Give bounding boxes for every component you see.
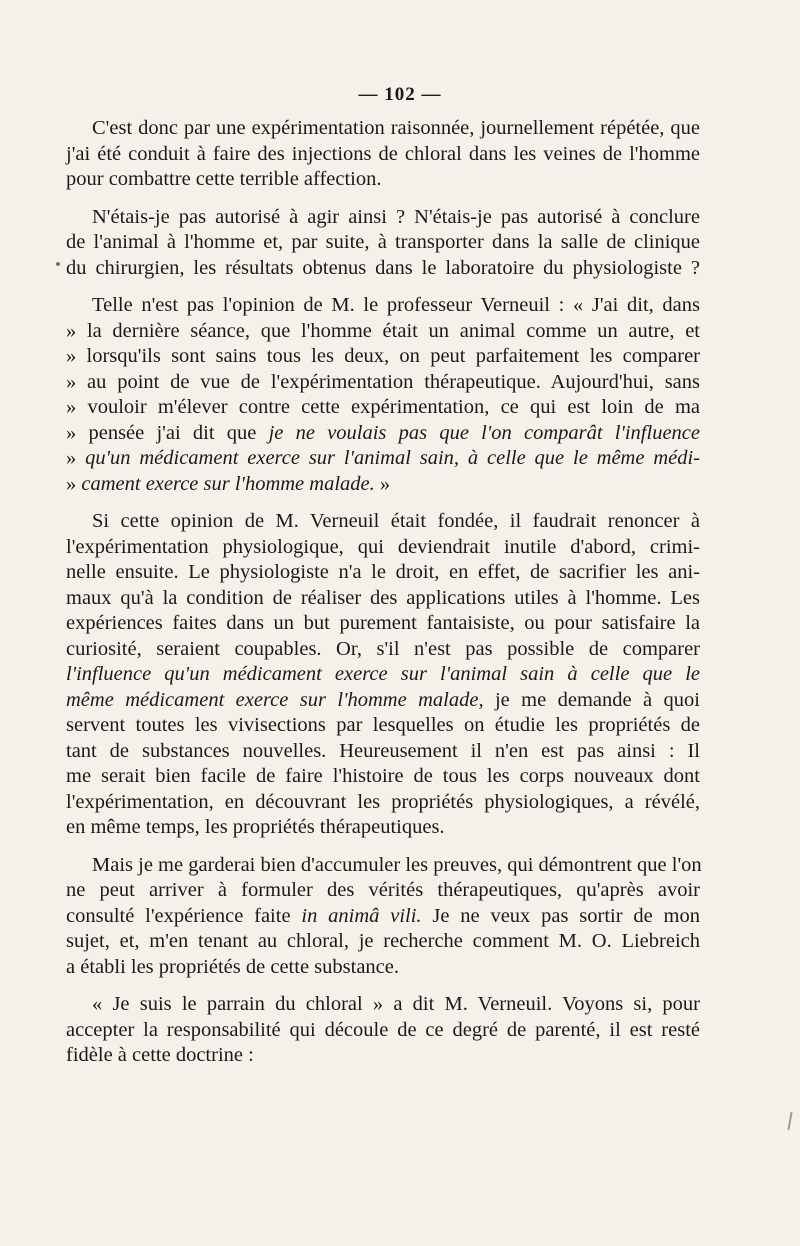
closing-quote: » [374,472,391,495]
text-line: j'ai été conduit à faire des injections de chloral dans les veines de l'homme [66,142,700,165]
text-line-mixed [66,688,700,714]
text-line: de l'animal à l'homme et, par suite, à transporter dans la salle de clinique [66,231,700,253]
text-line: N'étais-je pas autorisé à agir ainsi ? N'étais-je pas autorisé à conclure [92,205,700,228]
text-line: fidèle à cette doctrine : [66,1044,254,1066]
edge-speck [787,1112,792,1130]
italic-segment: qu'un médicament exerce sur l'animal sain, à celle que le même médi- [85,447,700,469]
text-line: ne peut arriver à formuler des vérités thérapeutiques, qu'après avoir [66,879,700,901]
page-number: — 102 — [358,84,442,105]
paragraph-6 [66,992,700,1069]
quote-mark: » [66,447,86,469]
text-line: C'est donc par une expérimentation raisonnée, journellement répétée, que [92,117,700,139]
text-line: maux qu'à la condition de réaliser des applications utiles à l'homme. Les [66,586,700,609]
paragraph-5 [66,853,700,981]
italic-segment: cament exerce sur l'homme malade. [81,472,375,495]
text-line: pour combattre cette terrible affection. [66,168,382,190]
text-line-mixed [66,472,700,498]
text-line: l'expérimentation physiologique, qui deviendrait inutile d'abord, crimi- [66,535,700,558]
text-line: » vouloir m'élever contre cette expérimentation, ce qui est loin de ma [66,396,700,418]
quote-mark: » [66,472,82,495]
italic-segment: même médicament exerce sur l'homme malade, [66,688,484,711]
text-line: l'expérimentation, en découvrant les propriétés physiologiques, a révélé, [66,790,700,813]
text-line: nelle ensuite. Le physiologiste n'a le droit, en effet, de sacrifier les ani- [66,561,700,583]
text-line: » la dernière séance, que l'homme était un animal comme un autre, et [66,319,700,342]
paragraph-3-quotation [66,293,700,497]
text-segment: je me demande à quoi [483,688,700,711]
text-line: me serait bien facile de faire l'histoire de tous les corps nouveaux dont [66,765,700,787]
paragraph-2 [66,205,700,282]
text-line: en même temps, les propriétés thérapeutiques. [66,816,445,838]
text-line: servent toutes les vivisections par lesquelles on étudie les propriétés de [66,714,700,736]
paragraph-4 [66,509,700,841]
text-line: du chirurgien, les résultats obtenus dans le laboratoire du physiologiste ? [66,256,700,279]
text-line: accepter la responsabilité qui découle de ce degré de parenté, il est resté [66,1018,700,1041]
text-line: Telle n'est pas l'opinion de M. le professeur Verneuil : « J'ai dit, dans [92,294,700,316]
text-line: a établi les propriétés de cette substance. [66,955,399,978]
margin-speck [56,262,60,266]
text-segment: » pensée j'ai dit que [66,421,269,444]
text-line: curiosité, seraient coupables. Or, s'il n'est pas possible de comparer [66,637,700,660]
text-segment: Je ne veux pas sortir de mon [421,904,701,927]
paragraph-1 [66,116,700,193]
text-line: expériences faites dans un but purement fantaisiste, ou pour satisfaire la [66,612,700,634]
text-line: » lorsqu'ils sont sains tous les deux, on peut parfaitement les comparer [66,345,700,367]
text-line: « Je suis le parrain du chloral » a dit M. Verneuil. Voyons si, pour [92,993,700,1015]
text-segment: consulté l'expérience faite [66,904,302,927]
text-line-mixed [66,904,700,930]
text-line: sujet, et, m'en tenant au chloral, je recherche comment M. O. Liebreich [66,930,700,952]
text-line-mixed [66,421,700,447]
body-text [66,116,700,1081]
italic-line: l'influence qu'un médicament exerce sur l'animal sain à celle que le [66,663,700,685]
italic-segment: je ne voulais pas que l'on comparât l'influence [268,421,700,444]
text-line: » au point de vue de l'expérimentation thérapeutique. Aujourd'hui, sans [66,370,700,393]
text-line: Si cette opinion de M. Verneuil était fondée, il faudrait renoncer à [92,510,700,532]
text-line: Mais je me garderai bien d'accumuler les preuves, qui démontrent que l'on [92,853,702,876]
text-line-mixed [66,446,700,472]
text-line: tant de substances nouvelles. Heureusement il n'en est pas ainsi : Il [66,739,700,762]
italic-segment: in animâ vili. [301,904,422,927]
